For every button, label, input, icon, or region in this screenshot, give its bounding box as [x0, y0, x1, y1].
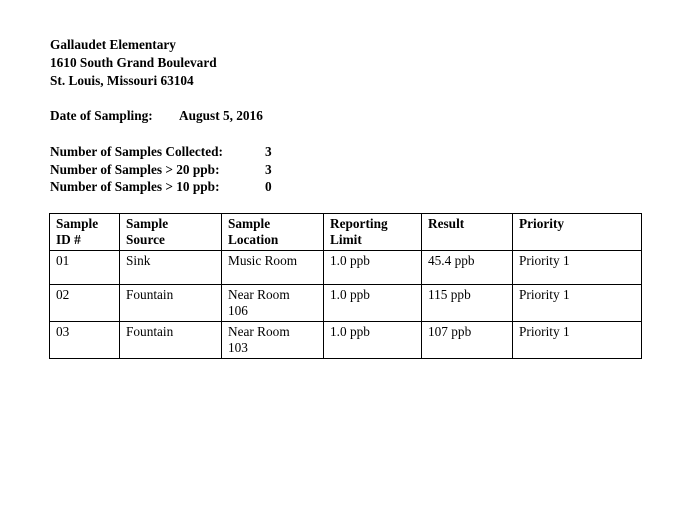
school-address-block [50, 36, 217, 90]
table-row [50, 251, 642, 285]
sample-results-table [49, 213, 642, 359]
cell-sample-source: Sink [120, 251, 222, 285]
cell-sample-source: Fountain [120, 322, 222, 359]
cell-sample-id: 01 [50, 251, 120, 285]
cell-sample-id: 02 [50, 285, 120, 322]
cell-sample-source: Fountain [120, 285, 222, 322]
school-name: Gallaudet Elementary [50, 37, 176, 52]
cell-sample-location: Near Room 106 [222, 285, 324, 322]
sampling-date-line [50, 107, 263, 125]
sampling-date-value: August 5, 2016 [179, 108, 263, 123]
cell-sample-location: Music Room [222, 251, 324, 285]
cell-priority: Priority 1 [513, 285, 642, 322]
count-row-over-10 [50, 178, 272, 196]
count-label: Number of Samples > 20 ppb: [50, 161, 220, 177]
sampling-date-label: Date of Sampling: [50, 108, 153, 123]
header-sample-source: Sample Source [120, 214, 222, 251]
count-value: 3 [265, 161, 272, 177]
count-label: Number of Samples Collected: [50, 144, 223, 159]
cell-sample-id: 03 [50, 322, 120, 359]
count-row-over-20 [50, 161, 272, 179]
table-row [50, 285, 642, 322]
header-priority: Priority [513, 214, 642, 251]
count-row-collected [50, 143, 272, 161]
school-street: 1610 South Grand Boulevard [50, 55, 217, 70]
header-sample-id: Sample ID # [50, 214, 120, 251]
cell-priority: Priority 1 [513, 251, 642, 285]
sample-counts [50, 143, 272, 196]
header-sample-location: Sample Location [222, 214, 324, 251]
cell-reporting-limit: 1.0 ppb [324, 322, 422, 359]
count-value: 3 [265, 144, 272, 159]
cell-result: 45.4 ppb [422, 251, 513, 285]
header-reporting-limit: Reporting Limit [324, 214, 422, 251]
count-label: Number of Samples > 10 ppb: [50, 179, 220, 194]
cell-priority: Priority 1 [513, 322, 642, 359]
cell-sample-location: Near Room 103 [222, 322, 324, 359]
school-city: St. Louis, Missouri 63104 [50, 73, 194, 88]
cell-result: 115 ppb [422, 285, 513, 322]
header-result: Result [422, 214, 513, 251]
count-value: 0 [265, 179, 272, 194]
cell-reporting-limit: 1.0 ppb [324, 285, 422, 322]
table-row [50, 322, 642, 359]
table-header-row [50, 214, 642, 251]
cell-result: 107 ppb [422, 322, 513, 359]
cell-reporting-limit: 1.0 ppb [324, 251, 422, 285]
